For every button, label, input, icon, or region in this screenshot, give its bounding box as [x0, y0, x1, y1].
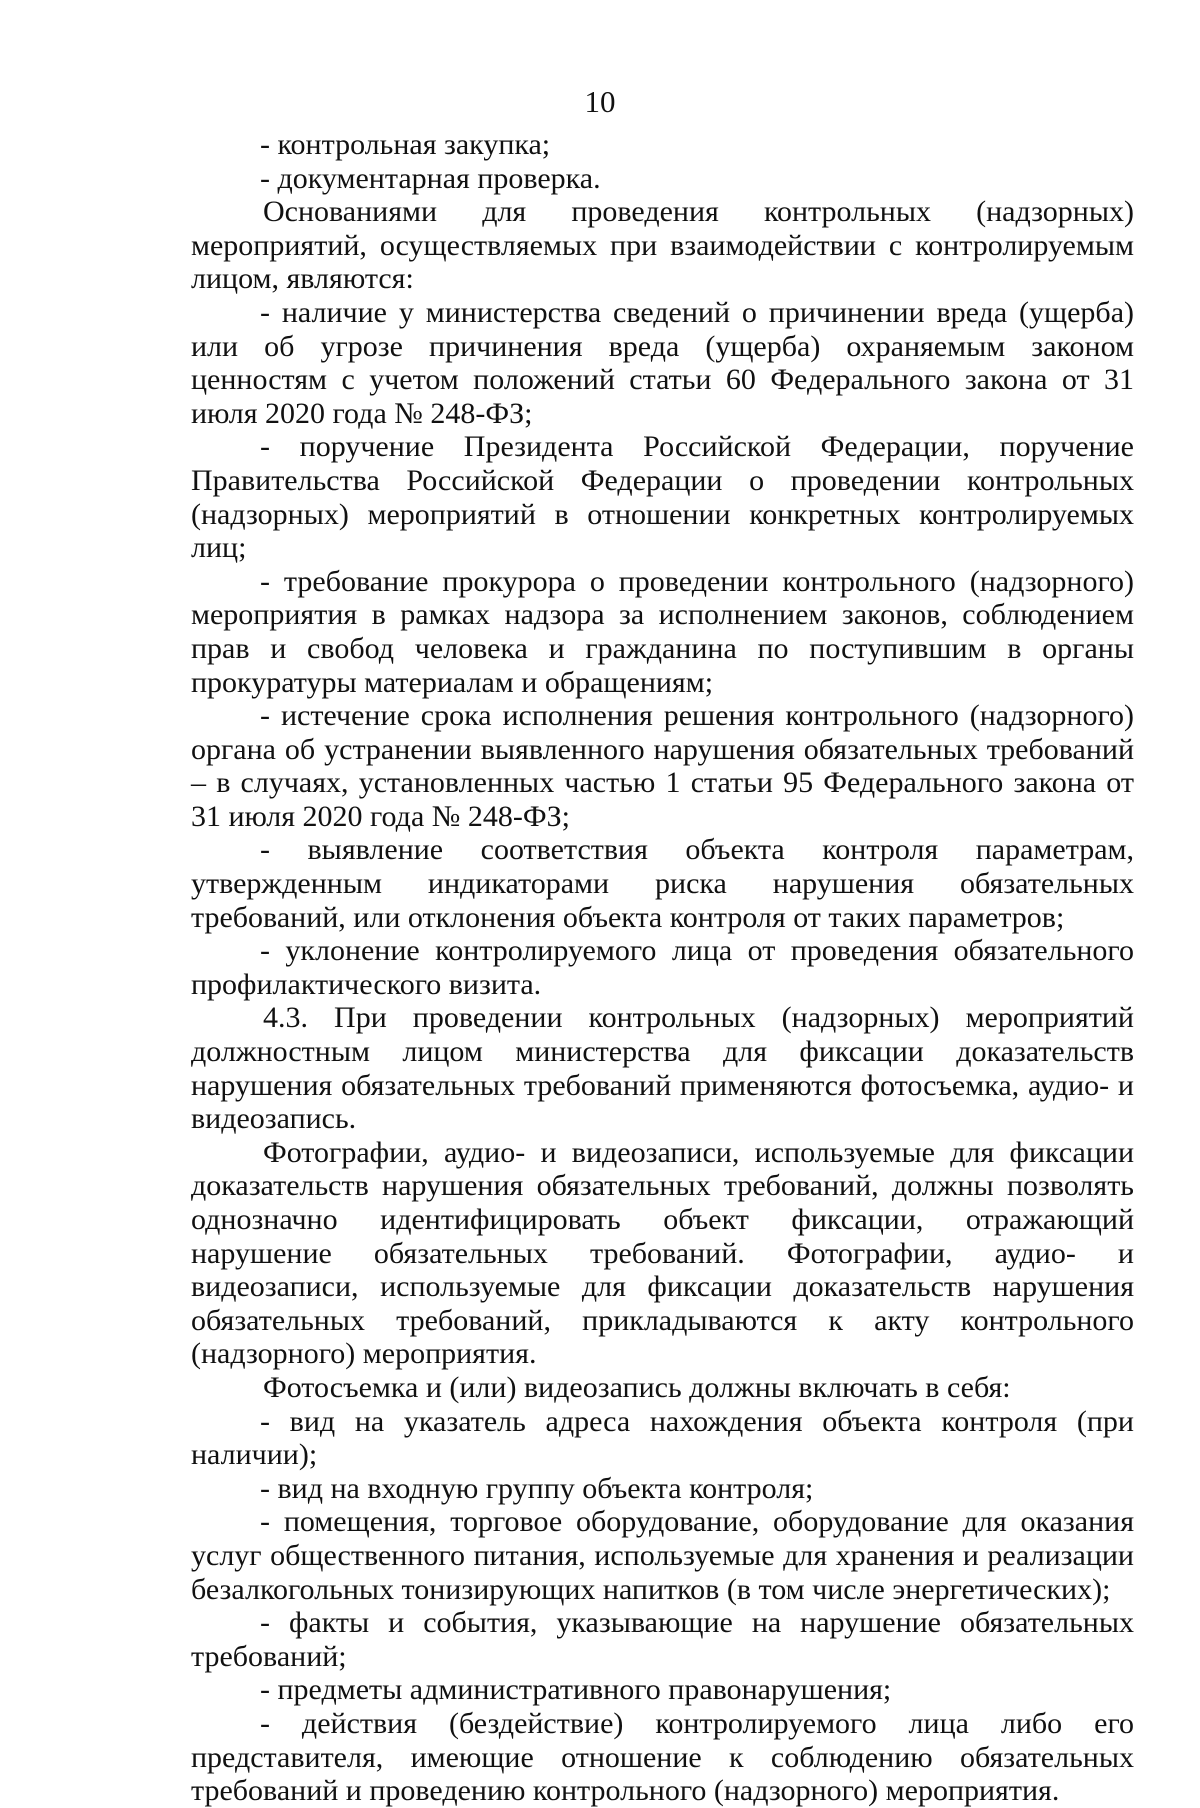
- list-item-evasion-visit: - уклонение контролируемого лица от проведения обязательного профилактического визита.: [191, 934, 1134, 1001]
- list-item-documentary-check: - документарная проверка.: [260, 161, 601, 195]
- list-item-facts-events: - факты и события, указывающие на нарушение обязательных требований;: [191, 1606, 1134, 1673]
- list-item-offense-objects: - предметы административного правонарушения;: [260, 1673, 892, 1707]
- list-item-premises-equipment: - помещения, торговое оборудование, оборудование для оказания услуг общественного питания, используемые для хранения и реализации безалкогольных тонизирующих напитков (в том числе энергетических);: [191, 1505, 1134, 1606]
- paragraph-recording-contents-intro: Фотосъемка и (или) видеозапись должны включать в себя:: [263, 1370, 1011, 1404]
- page-number: 10: [584, 84, 616, 119]
- list-item-control-purchase: - контрольная закупка;: [260, 128, 551, 161]
- paragraph-grounds-intro: Основаниями для проведения контрольных (надзорных) мероприятий, осуществляемых при взаимодействии с контролируемым лицом, являются:: [191, 195, 1134, 296]
- document-body: [191, 128, 1134, 1808]
- list-item-prosecutor-demand: - требование прокурора о проведении контрольного (надзорного) мероприятия в рамках надзора за исполнением законов, соблюдением прав и свобод человека и гражданина по поступившим в органы прокуратуры материалам и обращениям;: [191, 564, 1134, 699]
- list-item-president-order: - поручение Президента Российской Федерации, поручение Правительства Российской Федерации о проведении контрольных (надзорных) мероприятий в отношении конкретных контролируемых лиц;: [191, 430, 1134, 565]
- list-item-actions-inaction: - действия (бездействие) контролируемого лица либо его представителя, имеющие отношение к соблюдению обязательных требований и проведению контрольного (надзорного) мероприятия.: [191, 1706, 1134, 1808]
- paragraph-section-4-3: 4.3. При проведении контрольных (надзорных) мероприятий должностным лицом министерства для фиксации доказательств нарушения обязательных требований применяются фотосъемка, аудио- и видеозапись.: [191, 1001, 1134, 1136]
- list-item-risk-indicators: - выявление соответствия объекта контроля параметрам, утвержденным индикаторами риска нарушения обязательных требований, или отклонения объекта контроля от таких параметров;: [191, 833, 1134, 934]
- paragraph-photo-requirements: Фотографии, аудио- и видеозаписи, используемые для фиксации доказательств нарушения обязательных требований, должны позволять однозначно идентифицировать объект фиксации, отражающий нарушение обязательных требований. Фотографии, аудио- и видеозаписи, используемые для фиксации доказательств нарушения обязательных требований, прикладываются к акту контрольного (надзорного) мероприятия.: [191, 1135, 1134, 1371]
- list-item-harm-information: - наличие у министерства сведений о причинении вреда (ущерба) или об угрозе причинения вреда (ущерба) охраняемым законом ценностям с учетом положений статьи 60 Федерального закона от 31 июля 2020 года № 248-ФЗ;: [191, 295, 1134, 430]
- list-item-address-sign: - вид на указатель адреса нахождения объекта контроля (при наличии);: [191, 1404, 1134, 1472]
- list-item-deadline-expiry: - истечение срока исполнения решения контрольного (надзорного) органа об устранении выявленного нарушения обязательных требований – в случаях, установленных частью 1 статьи 95 Федерального закона от 31 июля 2020 года № 248-ФЗ;: [191, 699, 1134, 833]
- list-item-entrance-group: - вид на входную группу объекта контроля;: [260, 1471, 814, 1505]
